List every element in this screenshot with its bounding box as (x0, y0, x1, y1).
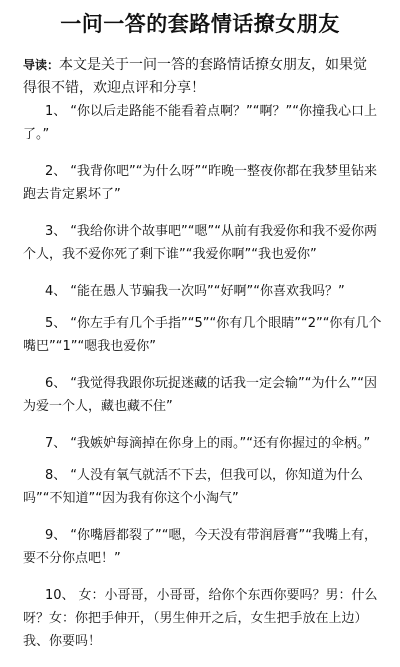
item-number: 8、 (45, 468, 67, 483)
page-title: 一问一答的套路情话撩女朋友 (60, 12, 340, 36)
list-item (23, 464, 383, 510)
list-item (23, 100, 383, 146)
item-number: 10、 (45, 588, 75, 603)
item-text: “我背你吧”“为什么呀”“昨晚一整夜你都在我梦里钻来跑去肯定累坏了” (23, 164, 377, 202)
dialogue-list (23, 100, 383, 667)
item-number: 6、 (45, 376, 67, 391)
list-item (23, 524, 383, 570)
intro-lead: 导读： (23, 58, 60, 72)
item-text: “你嘴唇都裂了”“嗯，今天没有带润唇膏”“我嘴上有，要不分你点吧！” (23, 528, 377, 566)
intro-text: 本文是关于一问一答的套路情话撩女朋友，如果觉得很不错，欢迎点评和分享！ (23, 57, 368, 96)
item-number: 9、 (45, 528, 67, 543)
item-number: 3、 (45, 224, 67, 239)
list-item (23, 312, 383, 358)
item-number: 7、 (45, 436, 67, 451)
item-text: 女：小哥哥，小哥哥，给你个东西你要吗？男：什么呀？女：你把手伸开，（男生伸开之后，女生把手放在上边）我、你要吗！ (23, 588, 378, 649)
list-item (23, 372, 383, 418)
item-text: “我觉得我跟你玩捉迷藏的话我一定会输”“为什么”“因为爱一个人，藏也藏不住” (23, 376, 377, 414)
intro-paragraph (23, 54, 377, 100)
item-number: 4、 (45, 284, 67, 299)
item-text: “你左手有几个手指”“5”“你有几个眼睛”“2”“你有几个嘴巴”“1”“嗯我也爱你” (23, 316, 382, 354)
list-item (23, 280, 383, 303)
item-text: “我给你讲个故事吧”“嗯”“从前有我爱你和我不爱你两个人，我不爱你死了剩下谁”“我爱你啊”“我也爱你” (23, 224, 377, 262)
item-number: 2、 (45, 164, 67, 179)
item-number: 5、 (45, 316, 67, 331)
item-number: 1、 (45, 104, 67, 119)
item-text: “人没有氧气就活不下去，但我可以，你知道为什么吗”“不知道”“因为我有你这个小淘气” (23, 468, 364, 506)
item-text: “我嫉妒每滴掉在你身上的雨。”“还有你握过的伞柄。” (70, 436, 371, 451)
item-text: “能在愚人节骗我一次吗”“好啊”“你喜欢我吗？” (70, 284, 345, 299)
list-item (23, 160, 383, 206)
list-item (23, 584, 383, 653)
item-text: “你以后走路能不能看着点啊？”“啊？”“你撞我心口上了。” (23, 104, 377, 142)
list-item (23, 220, 383, 266)
list-item (23, 432, 383, 455)
